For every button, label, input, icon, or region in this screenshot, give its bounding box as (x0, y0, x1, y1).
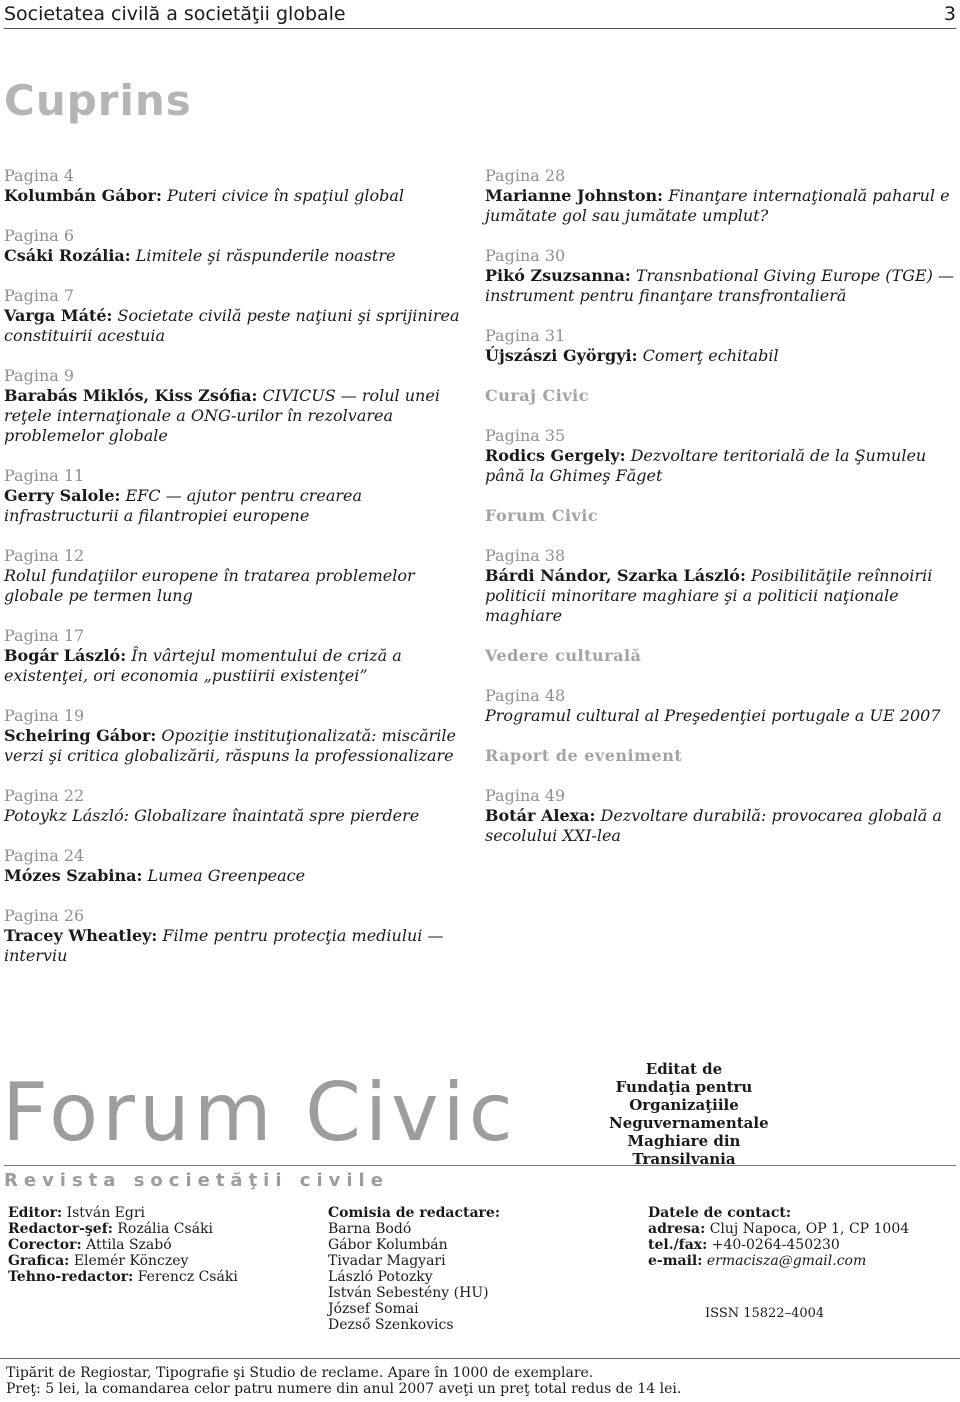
toc-title: CIVICUS — rolul unei reţele internaţionale a ONG-urilor în rezolvarea problemelor globale (4, 386, 440, 445)
toc-entry (485, 426, 955, 486)
toc-author: Bárdi Nándor, Szarka László: (485, 566, 746, 585)
toc-page: Pagina 28 (485, 166, 566, 185)
toc-author: Bogár László: (4, 646, 127, 665)
toc-entry (4, 286, 466, 346)
footer-line: Tipărit de Regiostar, Tipografie şi Studio de reclame. Apare în 1000 de exemplare. (6, 1365, 594, 1381)
staff-value: Attila Szabó (86, 1237, 172, 1253)
toc-title: EFC — ajutor pentru crearea infrastructurii a filantropiei europene (4, 486, 363, 525)
toc-title: Dezvoltare teritorială de la Şumuleu până la Ghimeş Făget (485, 446, 927, 485)
staff-line (8, 1221, 308, 1237)
toc-page: Pagina 12 (4, 546, 85, 565)
toc-page: Pagina 26 (4, 906, 85, 925)
toc-entry (4, 466, 466, 526)
board-member: Barna Bodó (328, 1221, 412, 1237)
staff-label: Grafica: (8, 1253, 70, 1269)
toc-title: Filme pentru protecţia mediului — interviu (4, 926, 444, 965)
running-header (4, 0, 956, 29)
section-heading: Raport de eveniment (485, 746, 683, 765)
masthead-tagline: Revista societăţii civile (4, 1170, 389, 1191)
issn: ISSN 15822–4004 (705, 1306, 825, 1321)
page-title: Cuprins (4, 76, 192, 125)
toc-page: Pagina 11 (4, 466, 85, 485)
toc-page: Pagina 17 (4, 626, 85, 645)
toc-entry (4, 366, 466, 446)
toc-page: Pagina 48 (485, 686, 566, 705)
contact-label: Datele de contact: (648, 1205, 791, 1221)
toc-title: Posibilităţile reînnoirii politicii minoritare maghiare şi a politicii naţionale maghiare (485, 566, 933, 625)
toc-page: Pagina 22 (4, 786, 85, 805)
toc-author: Varga Máté: (4, 306, 113, 325)
board-member: László Potozky (328, 1269, 433, 1285)
toc-left-column (4, 166, 466, 986)
staff-value: István Egri (66, 1205, 146, 1221)
toc-page: Pagina 4 (4, 166, 75, 185)
staff-line (8, 1205, 308, 1221)
address-value: Cluj Napoca, OP 1, CP 1004 (709, 1221, 910, 1237)
staff-label: Corector: (8, 1237, 82, 1253)
toc-entry (4, 906, 466, 966)
toc-title: Puteri civice în spaţiul global (166, 186, 404, 205)
board-member: Gábor Kolumbán (328, 1237, 448, 1253)
toc-entry (485, 246, 955, 306)
contact-address (648, 1221, 958, 1237)
masthead-divider (4, 1165, 956, 1166)
footer-line: Preţ: 5 lei, la comandarea celor patru numere din anul 2007 aveţi un preţ total redus de 14 lei. (6, 1381, 682, 1397)
toc-title: Limitele şi răspunderile noastre (135, 246, 396, 265)
toc-entry (485, 166, 955, 226)
toc-page: Pagina 24 (4, 846, 85, 865)
toc-title: Comerţ echitabil (642, 346, 779, 365)
toc-page: Pagina 30 (485, 246, 566, 265)
section-heading: Vedere culturală (485, 646, 642, 665)
toc-entry (4, 546, 466, 606)
toc-title: Transnbational Giving Europe (TGE) — instrument pentru finanţare transfrontalieră (485, 266, 954, 305)
editorial-board (328, 1205, 618, 1333)
section-heading: Forum Civic (485, 506, 599, 525)
toc-title: Finanţare internaţională paharul e jumătate gol sau jumătate umplut? (485, 186, 950, 225)
toc-page: Pagina 9 (4, 366, 75, 385)
toc-author: Gerry Salole: (4, 486, 121, 505)
toc-entry (485, 786, 955, 846)
toc-page: Pagina 31 (485, 326, 566, 345)
toc-author: Tracey Wheatley: (4, 926, 158, 945)
staff-value: Elemér Könczey (73, 1253, 189, 1269)
toc-title: În vârtejul momentului de criză a existenţei, ori economia „pustiirii existenţei” (4, 646, 402, 685)
board-member: Dezső Szenkovics (328, 1317, 454, 1333)
toc-author: Botár Alexa: (485, 806, 596, 825)
toc-entry (4, 626, 466, 686)
staff-line (8, 1269, 308, 1285)
page-number: 3 (943, 3, 956, 25)
forum-civic-logo: Forum Civic (2, 1066, 517, 1159)
toc-author: Kolumbán Gábor: (4, 186, 162, 205)
toc-author: Pikó Zsuzsanna: (485, 266, 631, 285)
toc-author: Scheiring Gábor: (4, 726, 157, 745)
toc-page: Pagina 19 (4, 706, 85, 725)
staff-line (8, 1253, 308, 1269)
staff-line (8, 1237, 308, 1253)
toc-entry (4, 166, 466, 206)
staff-value: Rozália Csáki (117, 1221, 214, 1237)
email-label: e-mail: (648, 1253, 703, 1269)
contact-phone (648, 1237, 958, 1253)
staff-label: Tehno-redactor: (8, 1269, 134, 1285)
toc-entry (485, 686, 955, 726)
board-member: István Sebestény (HU) (328, 1285, 489, 1301)
toc-author: Marianne Johnston: (485, 186, 664, 205)
toc-author: Rodics Gergely: (485, 446, 626, 465)
publisher-note: Editat de Fundaţia pentru Organizaţiile Neguvernamentale Maghiare din Transilvania (609, 1060, 769, 1168)
toc-entry (4, 226, 466, 266)
email-value: ermacisza@gmail.com (706, 1253, 867, 1269)
toc-title: Societate civilă peste naţiuni şi sprijinirea constituirii acestuia (4, 306, 460, 345)
toc-title: Programul cultural al Preşedenţiei portugale a UE 2007 (485, 706, 941, 725)
staff-label: Redactor-şef: (8, 1221, 113, 1237)
toc-entry (485, 326, 955, 366)
section-heading: Curaj Civic (485, 386, 589, 405)
toc-entry (4, 786, 466, 826)
address-label: adresa: (648, 1221, 706, 1237)
board-label: Comisia de redactare: (328, 1205, 500, 1221)
toc-author: Csáki Rozália: (4, 246, 131, 265)
toc-title: Dezvoltare durabilă: provocarea globală a secolului XXI-lea (485, 806, 942, 845)
contact-block (648, 1205, 958, 1269)
toc-entry (485, 546, 955, 626)
toc-right-column (485, 166, 955, 866)
staff-list (8, 1205, 308, 1285)
contact-email (648, 1253, 958, 1269)
toc-page: Pagina 6 (4, 226, 75, 245)
staff-value: Ferencz Csáki (137, 1269, 238, 1285)
toc-entry (4, 706, 466, 766)
toc-title: Potoykz László: Globalizare înaintată spre pierdere (4, 806, 420, 825)
toc-author: Mózes Szabina: (4, 866, 143, 885)
board-member: Tivadar Magyari (328, 1253, 446, 1269)
toc-title: Lumea Greenpeace (147, 866, 306, 885)
toc-page: Pagina 49 (485, 786, 566, 805)
toc-entry (4, 846, 466, 886)
toc-title: Opoziţie instituţionalizată: miscările verzi şi critica globalizării, răspuns la professionalizare (4, 726, 456, 765)
toc-page: Pagina 38 (485, 546, 566, 565)
imprint-footer (0, 1358, 960, 1397)
board-member: József Somai (328, 1301, 419, 1317)
tel-label: tel./fax: (648, 1237, 708, 1253)
toc-author: Újszászi Györgyi: (485, 346, 638, 365)
staff-label: Editor: (8, 1205, 63, 1221)
tel-value: +40-0264-450230 (711, 1237, 840, 1253)
toc-author: Barabás Miklós, Kiss Zsófia: (4, 386, 258, 405)
toc-page: Pagina 35 (485, 426, 566, 445)
toc-title: Rolul fundaţiilor europene în tratarea problemelor globale pe termen lung (4, 566, 415, 605)
running-title: Societatea civilă a societăţii globale (4, 3, 346, 25)
toc-page: Pagina 7 (4, 286, 75, 305)
